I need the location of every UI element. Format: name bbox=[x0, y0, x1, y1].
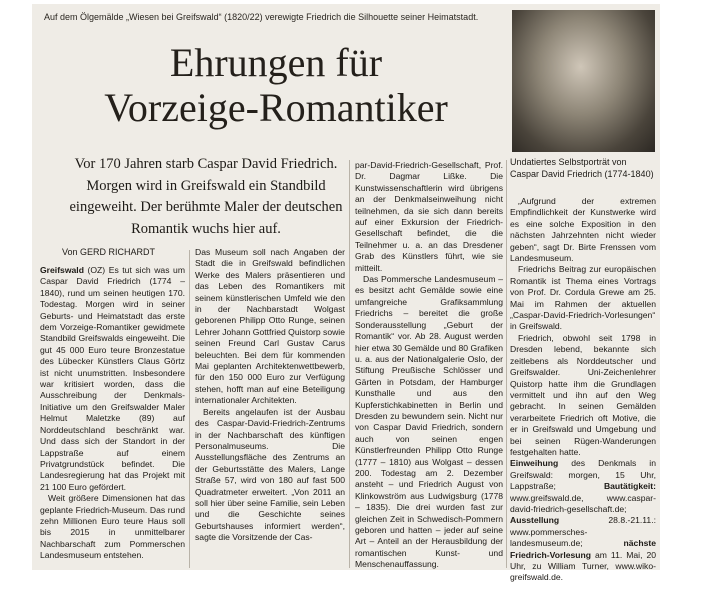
column-rule-1 bbox=[189, 250, 190, 568]
article-column-4 bbox=[510, 196, 656, 584]
paragraph: Bereits angelaufen ist der Ausbau des Caspar-David-Friedrich-Zentrums in der Nachbarschaft des künftigen Personalmuseums. Die Ausstellungsfläche des Zentrums an der Geburtsstätte des Malers, Lange Straße 57, wird von 180 auf fast 500 Quadratmeter erweitert. „Von 2011 an soll hier über seine Familie, sein Leben und die Geschichte seines Geburtshauses informiert werden“, sagte die Vorsitzende der Cas- bbox=[195, 406, 345, 543]
article-column-1 bbox=[40, 265, 185, 562]
column-rule-2 bbox=[349, 160, 350, 568]
dateline: Greifswald bbox=[40, 265, 84, 275]
portrait-caption: Undatiertes Selbstporträt von Caspar David Friedrich (1774-1840) bbox=[510, 157, 654, 179]
headline-line-1: Ehrungen für bbox=[169, 40, 383, 85]
headline-line-2: Vorzeige-Romantiker bbox=[104, 85, 448, 130]
headline bbox=[40, 40, 512, 130]
paragraph: Weit größere Dimensionen hat das geplante Friedrich-Museum. Das rund zehn Millionen Euro teure Haus soll bis 2015 in unmittelbarer Nachbarschaft zum Pommerschen Landesmuseum entstehen. bbox=[40, 493, 185, 561]
paragraph: Greifswald (OZ) Es tut sich was um Caspar David Friedrich (1774 – 1840), rund um seinen heutigen 170. Todestag. Morgen wird in seiner Geburts- und Heimatstadt das erste dem Vorzeige-Romantiker gewidmete Standbild Greifswalds eingeweiht. Die gut 45 000 Euro teure Bronzestatue des Lübecker Künstlers Claus Görtz ist nicht unumstritten. Insbesondere war kritisiert worden, dass die Ausschreibung der Denkmals-Initiative um den Greifswalder Maler Helmut Maletzke (89) auf Norddeutschland beschränkt war. Und dass sich der Standort in der Lappstraße auf einem Privatgrundstück befindet. Die Landesregierung hat das Projekt mit 21 100 Euro gefördert. bbox=[40, 265, 185, 492]
article-column-3 bbox=[355, 160, 503, 571]
article-column-2 bbox=[195, 247, 345, 544]
paragraph: Das Museum soll nach Angaben der Stadt die in Greifswald befindlichen Werke des Malers präsentieren und das Leben des Romantikers mit seinem künstlerischen Umfeld wie den in der Nachbarstadt Wolgast geborenen Philipp Otto Runge, seinen Lehrer Johann Gottfried Quistorp sowie seinen Freund Carl Gustav Carus beleuchten. Bei dem für kommenden Mai geplanten Architektenwettbewerb, für den 150 000 Euro zur Verfügung stehen, hofft man auf eine Beteiligung internationaler Architekten. bbox=[195, 247, 345, 406]
info-box: Einweihung des Denkmals in Greifswald: morgen, 15 Uhr, Lappstraße; Bautätigkeit: www.greifswald.de, www.caspar-david-friedrich-gesellschaft.de; Ausstellung 28.8.-21.11.: www.pommersches-landesmuseum.de; nächste Friedrich-Vorlesung am 11. Mai, 20 Uhr, zu William Turner, www.wiko-greifswald.de. bbox=[510, 458, 656, 583]
painting-caption: Auf dem Ölgemälde „Wiesen bei Greifswald“ (1820/22) verewigte Friedrich die Silhouette seiner Heimatstadt. bbox=[44, 12, 479, 22]
byline: Von GERD RICHARDT bbox=[62, 247, 156, 257]
paragraph: Das Pommersche Landesmuseum – es besitzt acht Gemälde sowie eine umfangreiche Grafiksammlung Friedrichs – bereitet die große Sonderausstellung „Geburt der Romantik“ vor. Ab 28. August werden hier etwa 30 Gemälde und 80 Grafiken u. a. aus der Nationalgalerie Oslo, der Stiftung Preußische Schlösser und Gärten in Potsdam, der Hamburger Kunsthalle und aus den Kupferstichkabinetten in Berlin und Dresden zu bewundern sein. Nicht nur von Caspar David Friedrich, sondern auch von seinen engen Künstlerfreunden Philipp Otto Runge (1777 – 1810) aus Wolgast – dessen 200. Todestag am 2. Dezember ansteht – und Friedrich August von Klinkowström aus Ludwigsburg (1778 – 1835). Die drei wurden fast zur gleichen Zeit in Schwedisch-Pommern geboren und hatten – jeder auf seine Art – Anteil an der Herausbildung der romantischen Kunst- und Menschenauffassung. bbox=[355, 274, 503, 570]
paragraph: par-David-Friedrich-Gesellschaft, Prof. Dr. Dagmar Lißke. Die Kunstwissenschaftlerin wird übrigens an der Denkmalseinweihung nicht teilnehmen, da sie sich dann bereits auf einer Exkursion der Friedrich-Gesellschaft befindet, die die Teilnehmer u. a. an das Dresdener Grab des Künstlers führt, wie sie mitteilt. bbox=[355, 160, 503, 273]
paragraph: Friedrich, obwohl seit 1798 in Dresden lebend, bekannte sich zeitlebens als Norddeutscher und Greifswalder. Uni-Zeichenlehrer Quistorp hatte ihm die Grundlagen vermittelt und ihn auf den Weg gebracht. In seinen Gemälden verarbeitete Friedrich oft Motive, die er in Greifswald und Umgebung und bei seinen Rügen-Wanderungen festgehalten hatte. bbox=[510, 332, 656, 457]
column-rule-3 bbox=[506, 160, 507, 568]
paragraph: Friedrichs Beitrag zur europäischen Romantik ist Thema eines Vortrags von Prof. Dr. Cordula Grewe am 25. Mai im Rahmen der aktuellen „Caspar-David-Friedrich-Vorlesungen“ in Greifswald. bbox=[510, 264, 656, 332]
paragraph: „Aufgrund der extremen Empfindlichkeit der Kunstwerke wird es eine solche Exposition in den nächsten Jahrzehnten nicht wieder geben“, sagt Dr. Birte Frenssen vom Landesmuseum. bbox=[510, 196, 656, 264]
self-portrait-image bbox=[512, 10, 655, 152]
subheadline: Vor 170 Jahren starb Caspar David Friedrich. Morgen wird in Greifswald ein Standbild eingeweiht. Der berühmte Maler der deutschen Romantik wuchs hier auf. bbox=[69, 156, 343, 237]
